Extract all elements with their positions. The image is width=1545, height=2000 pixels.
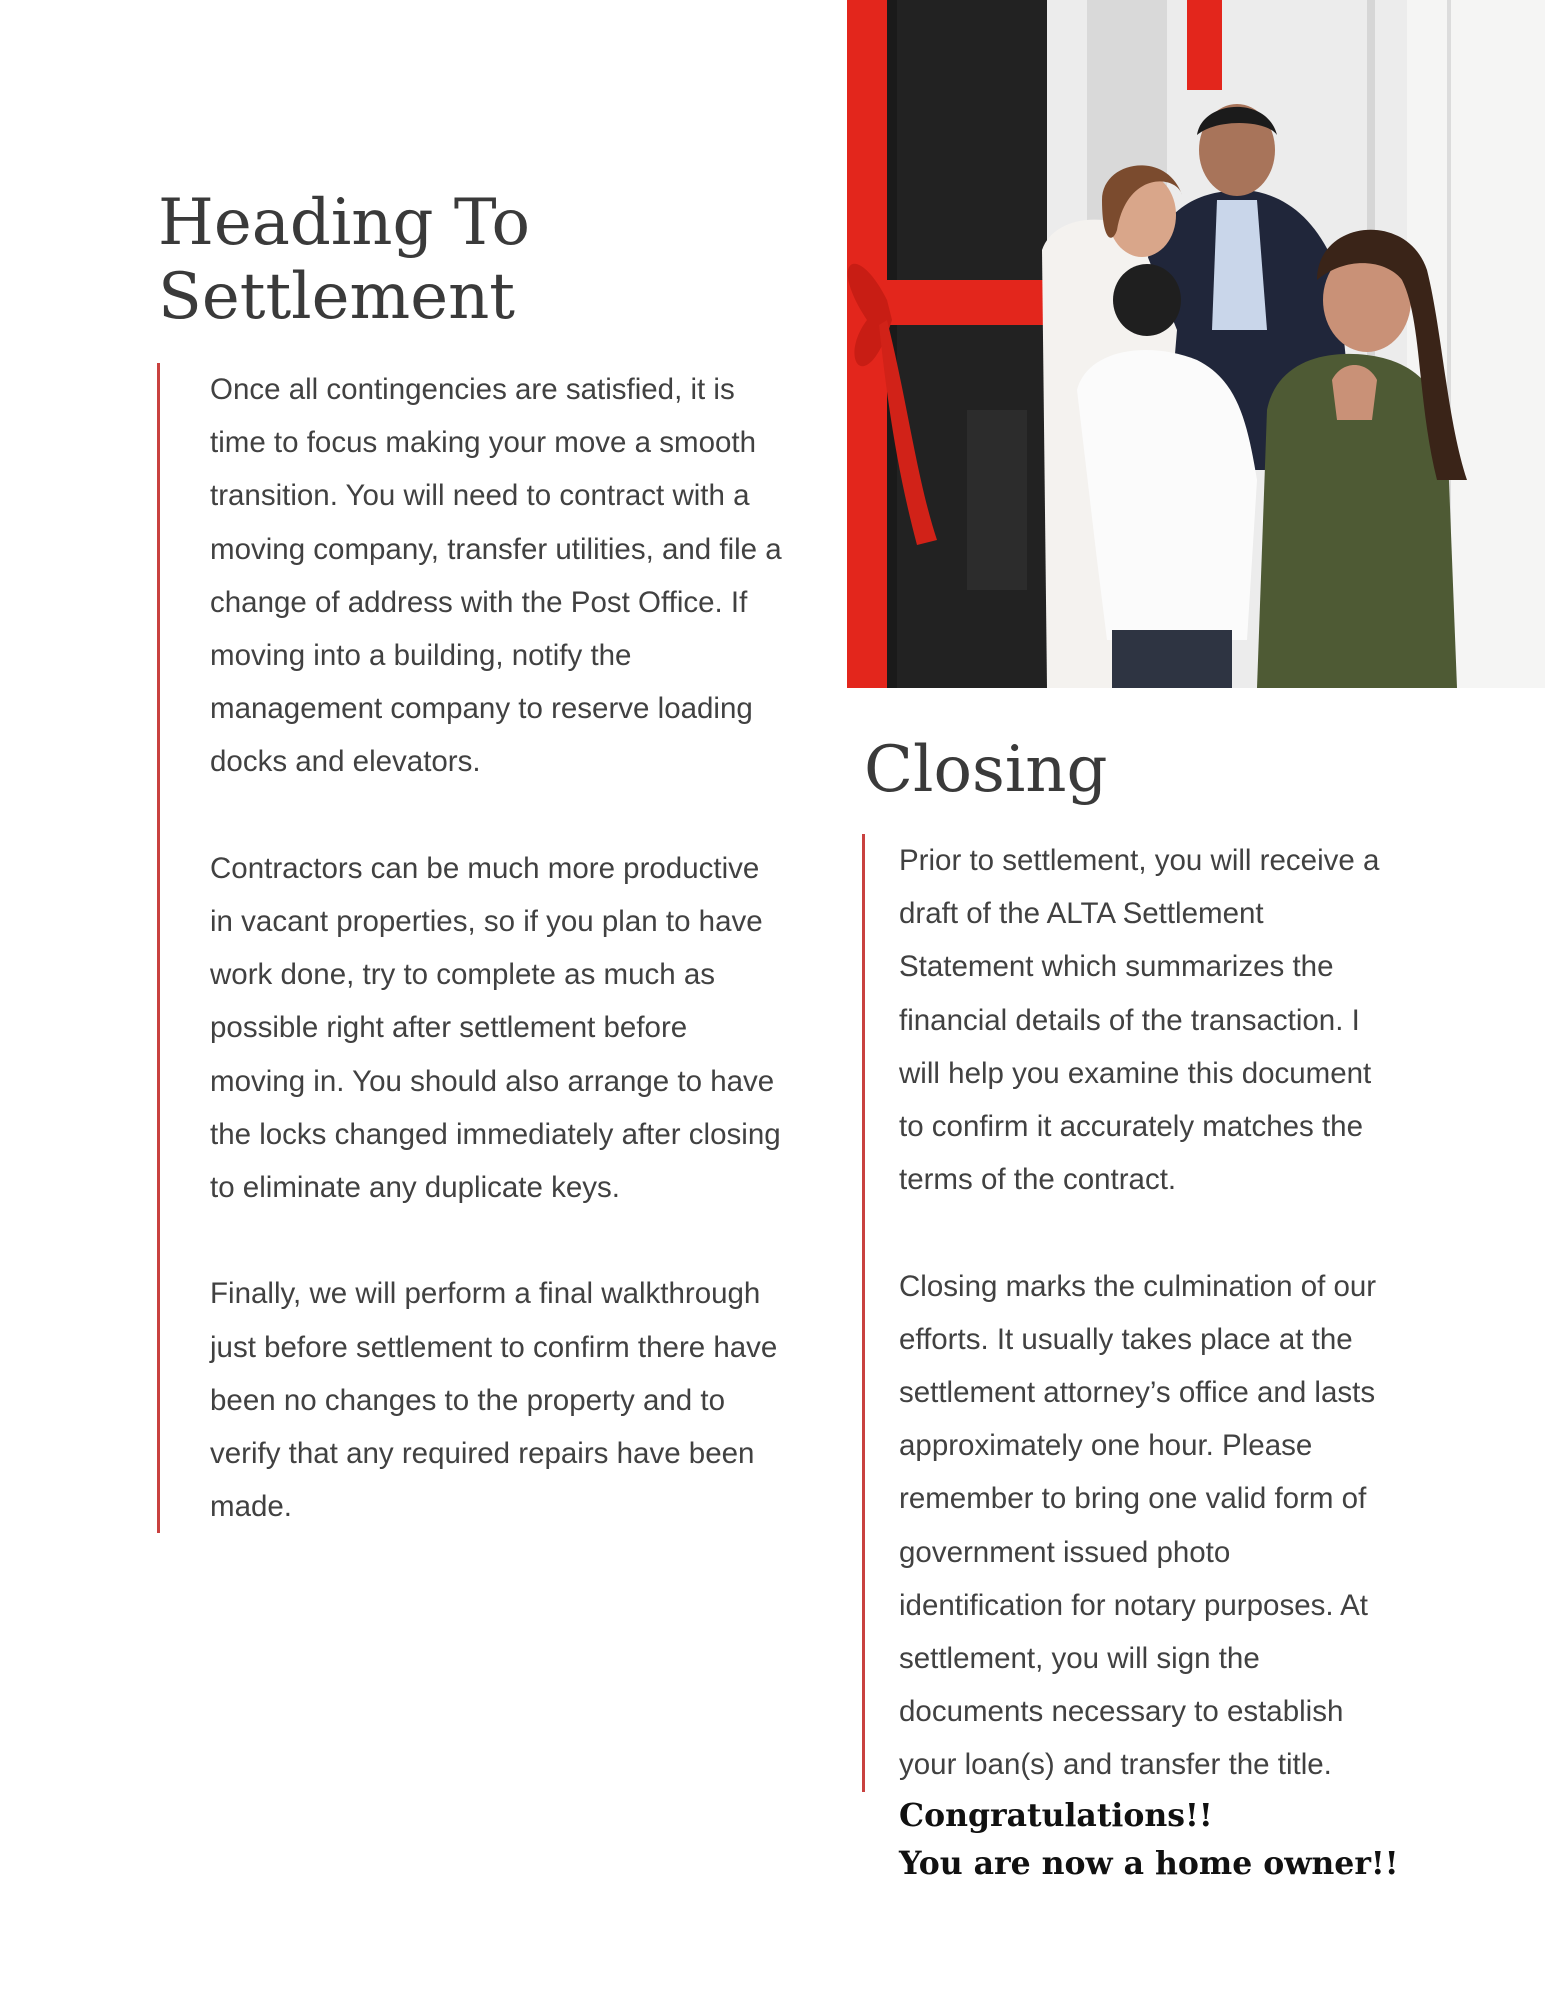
settlement-paragraph-1: Once all contingencies are satisfied, it is time to focus making your move a smooth transition. You will need to contract with a moving company, transfer utilities, and file a change of address with the Post Office. If moving into a building, notify the management company to reserve loading docks and elevators.	[210, 373, 782, 779]
settlement-paragraph-3: Finally, we will perform a final walkthrough just before settlement to confirm there have been no changes to the property and to verify that any required repairs have been made.	[210, 1277, 778, 1524]
photo-ribbon-top	[1187, 0, 1222, 90]
photo-boy-shirt	[1077, 350, 1257, 640]
closing-paragraph-2: Closing marks the culmination of our efforts. It usually takes place at the settlement attorney’s office and lasts approximately one hour. Please remember to bring one valid form of government issued photo identification for notary purposes. At settlement, you will sign the documents necessary to establish your loan(s) and transfer the title.	[899, 1269, 1377, 1782]
congratulations-line-1: Congratulations!!	[899, 1797, 1213, 1834]
closing-text-block	[862, 834, 1402, 1792]
closing-paragraph-1: Prior to settlement, you will receive a draft of the ALTA Settlement Statement which summarizes the financial details of the transaction. I will help you examine this document to confirm it accurately matches the terms of the contract.	[899, 844, 1380, 1197]
family-doorway-photo	[847, 0, 1545, 688]
settlement-paragraph-2: Contractors can be much more productive in vacant properties, so if you plan to have work done, try to complete as much as possible right after settlement before moving in. You should also arrange to have the locks changed immediately after closing to eliminate any duplicate keys.	[210, 851, 781, 1205]
photo-boy-head	[1113, 264, 1181, 336]
heading-line-1: Heading To	[158, 186, 531, 260]
settlement-text-block	[157, 363, 787, 1533]
congratulations-message	[899, 1792, 1399, 1888]
photo-girl-hands	[1332, 365, 1377, 420]
heading-line-2: Settlement	[158, 260, 515, 334]
congratulations-line-2: You are now a home owner!!	[899, 1845, 1399, 1882]
photo-boy-pants	[1112, 630, 1232, 688]
closing-title: Closing	[864, 733, 1108, 807]
heading-to-settlement-title	[158, 186, 530, 334]
photo-illustration	[847, 0, 1545, 688]
photo-door-panel	[967, 410, 1027, 590]
